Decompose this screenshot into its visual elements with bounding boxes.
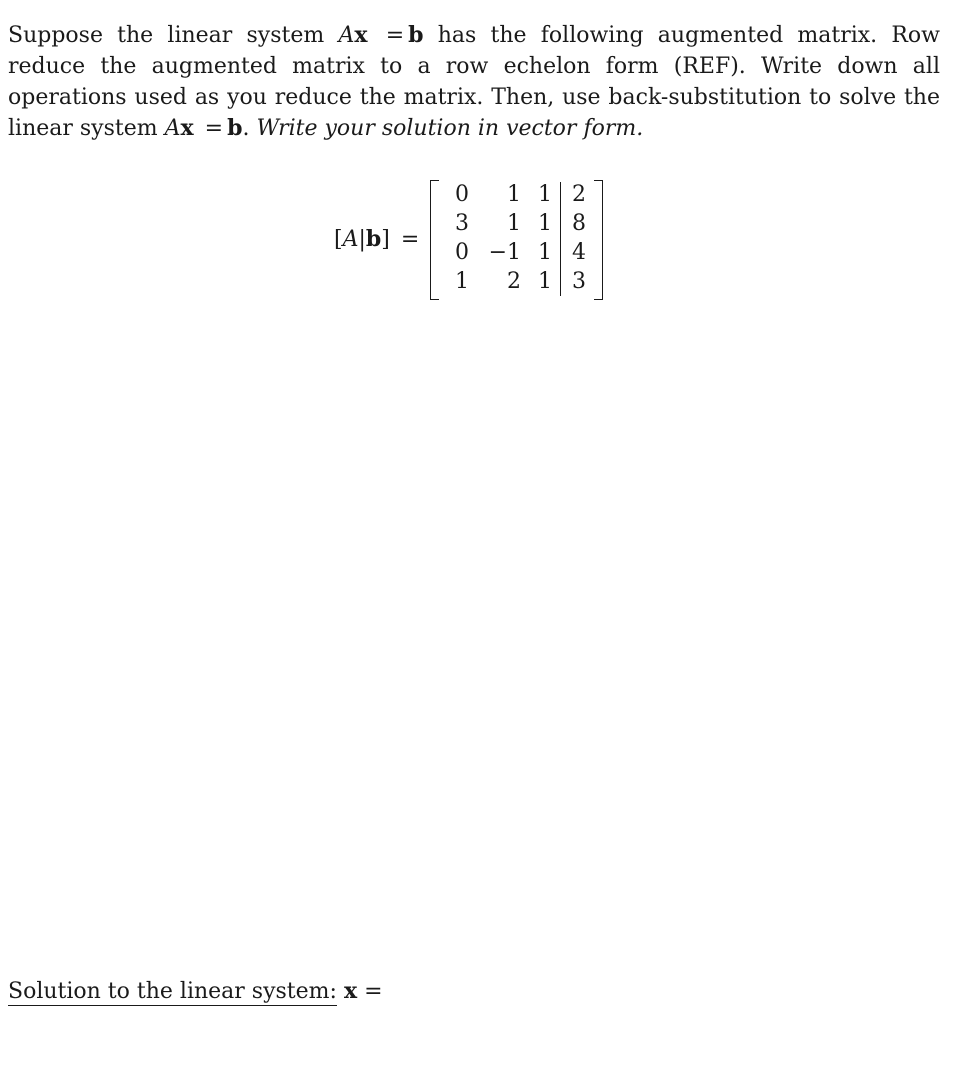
matrix-cell: 0 bbox=[455, 182, 469, 207]
solution-equals: = bbox=[364, 979, 383, 1004]
matrix-cell: 1 bbox=[538, 211, 552, 236]
matrix-label bbox=[334, 226, 423, 252]
math-b: b bbox=[408, 22, 424, 48]
math-x-2: x bbox=[180, 115, 194, 141]
matrix-cell: 2 bbox=[507, 269, 521, 294]
matrix-cell: 8 bbox=[572, 211, 586, 236]
problem-text-1: Suppose the linear system bbox=[8, 23, 325, 48]
lhs-bar: | bbox=[358, 227, 366, 252]
lhs-close-bracket: ] bbox=[381, 227, 390, 252]
math-A-2: A bbox=[164, 116, 181, 141]
matrix-cell: 4 bbox=[572, 240, 586, 265]
lhs-A: A bbox=[342, 227, 359, 252]
lhs-equals: = bbox=[400, 227, 420, 252]
matrix-cell: 1 bbox=[538, 182, 552, 207]
math-b-2: b bbox=[227, 115, 243, 141]
math-x: x bbox=[354, 22, 368, 48]
matrix-cell: 3 bbox=[572, 269, 586, 294]
solution-label: Solution to the linear system: bbox=[8, 979, 337, 1004]
solution-x: x bbox=[343, 978, 358, 1004]
matrix-cell: 1 bbox=[538, 240, 552, 265]
matrix-cell: 2 bbox=[572, 182, 586, 207]
matrix-cell: 0 bbox=[455, 240, 469, 265]
matrix-cell: 1 bbox=[538, 269, 552, 294]
matrix-cell: 1 bbox=[507, 211, 521, 236]
problem-statement bbox=[8, 20, 940, 144]
lhs-b: b bbox=[365, 226, 382, 252]
lhs-open-bracket: [ bbox=[334, 227, 343, 252]
math-A: A bbox=[338, 23, 355, 48]
problem-paragraph bbox=[8, 20, 940, 144]
solution-line bbox=[8, 976, 383, 1007]
math-equals-2: = bbox=[204, 116, 224, 141]
right-bracket bbox=[594, 180, 603, 300]
problem-text-2: has the following augmented matrix. Row reduce the augmented matrix to a row echelon form (REF). Write down all operations used as you reduce the matrix. Then, use back-substitution to solve the linear system bbox=[8, 23, 941, 141]
matrix-cell: −1 bbox=[488, 240, 521, 265]
math-equals: = bbox=[385, 23, 405, 48]
matrix-cell: 3 bbox=[455, 211, 469, 236]
matrix-cell: 1 bbox=[507, 182, 521, 207]
matrix-cell: 1 bbox=[455, 269, 469, 294]
period: . bbox=[242, 116, 250, 141]
problem-instruction: Write your solution in vector form. bbox=[256, 116, 644, 141]
